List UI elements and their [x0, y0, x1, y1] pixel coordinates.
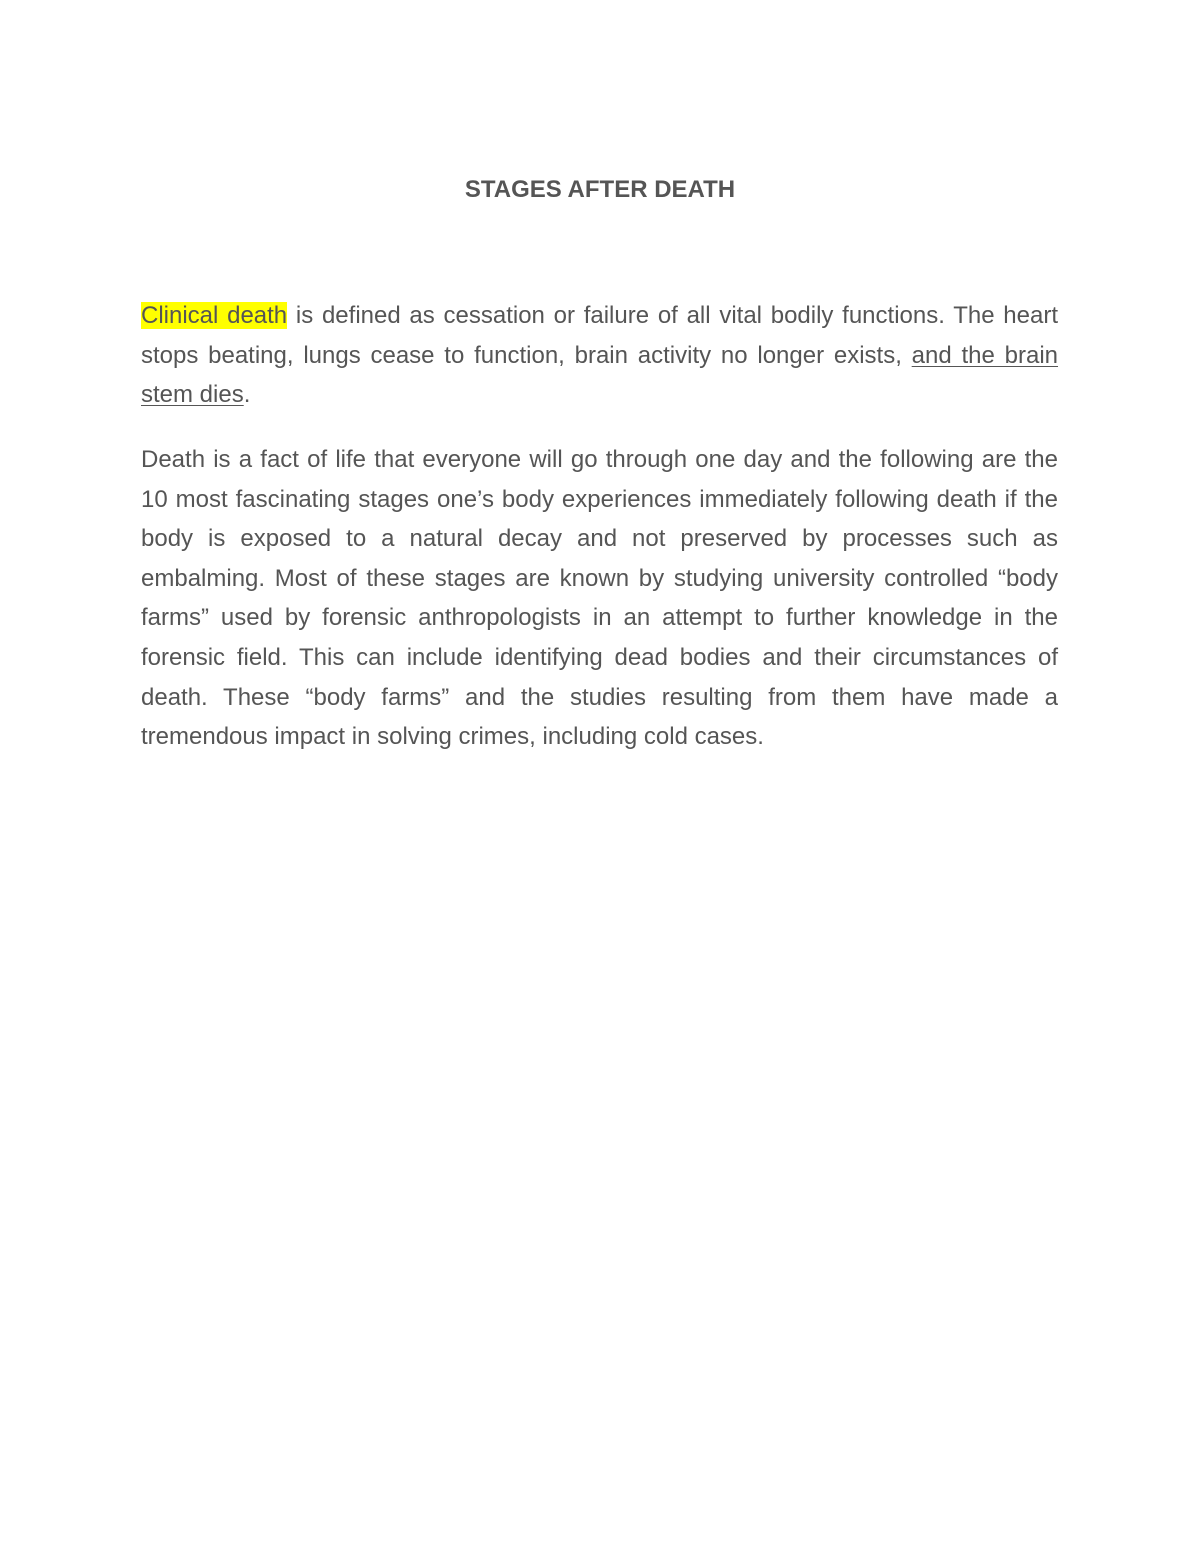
- paragraph-ending: .: [243, 381, 251, 409]
- underlined-phrase: and the brain stem dies: [141, 341, 1059, 409]
- document-title: STAGES AFTER DEATH: [464, 176, 736, 203]
- highlighted-term: Clinical death: [141, 302, 288, 329]
- paragraph-body-farms: Death is a fact of life that everyone will go through one day and the following are the 10 most fascinating stages one’s body experiences immediately following death if the body is exposed to a natural decay and not preserved by processes such as embalming. Most of these stages are known by studying university controlled “body farms” used by forensic anthropologists in an attempt to further knowledge in the forensic field. This can include identifying dead bodies and their circumstances of death. These “body farms” and the studies resulting from them have made a tremendous impact in solving crimes, including cold cases.: [141, 446, 1058, 751]
- paragraph-text: is defined as cessation or failure of all vital bodily functions. The heart stops beating, lungs cease to function, brain activity no longer exists,: [141, 302, 1058, 369]
- paragraph-clinical-death: [141, 296, 1058, 415]
